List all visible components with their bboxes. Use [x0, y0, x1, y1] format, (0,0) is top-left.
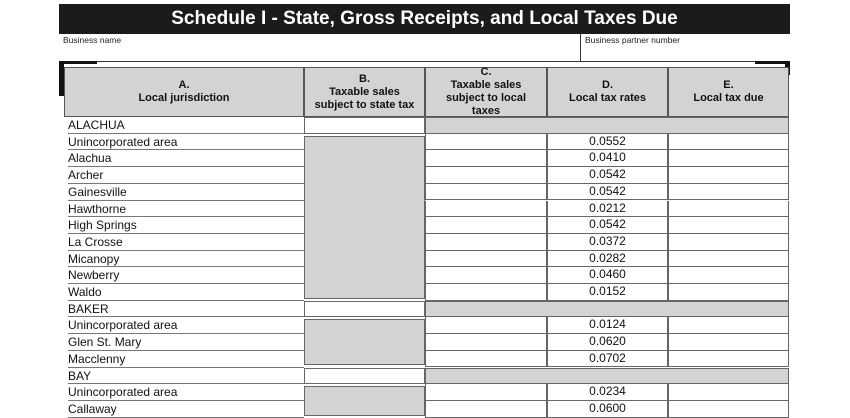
- column-letter: D.: [602, 79, 613, 91]
- business-info-row: [59, 34, 790, 62]
- local-taxable-sales-input[interactable]: [425, 284, 547, 301]
- column-label: Local tax rates: [568, 92, 647, 104]
- local-taxable-sales-input[interactable]: [425, 217, 547, 234]
- row-rule: [68, 166, 304, 167]
- county-name: ALACHUA: [68, 118, 125, 132]
- local-taxable-sales-input[interactable]: [425, 401, 547, 418]
- column-label: Taxable sales subject to state tax: [314, 85, 415, 111]
- local-tax-due-input[interactable]: [668, 217, 789, 234]
- local-taxable-sales-input[interactable]: [425, 234, 547, 251]
- local-tax-due-input[interactable]: [668, 351, 789, 368]
- local-tax-due-input[interactable]: [668, 134, 789, 151]
- county-shaded-band: [425, 368, 789, 385]
- jurisdiction-name: Micanopy: [68, 251, 120, 266]
- county-name: BAY: [68, 368, 92, 383]
- local-tax-rate: 0.0282: [547, 251, 668, 268]
- local-tax-due-input[interactable]: [668, 167, 789, 184]
- local-taxable-sales-input[interactable]: [425, 184, 547, 201]
- jurisdiction-name: Alachua: [68, 151, 112, 166]
- local-tax-rate: 0.0212: [547, 201, 668, 218]
- local-tax-rate: 0.0542: [547, 184, 668, 201]
- row-rule: [68, 283, 304, 284]
- header-state-taxable-sales: [304, 67, 425, 117]
- local-taxable-sales-input[interactable]: [425, 334, 547, 351]
- jurisdiction-name: Unincorporated area: [68, 318, 178, 333]
- jurisdiction-name: High Springs: [68, 218, 137, 233]
- local-tax-rate: 0.0410: [547, 150, 668, 167]
- local-tax-due-input[interactable]: [668, 150, 789, 167]
- jurisdiction-name: Macclenny: [68, 351, 126, 366]
- left-tick-mark: [59, 61, 97, 64]
- header-local-tax-rates: [547, 67, 668, 117]
- local-tax-rate: 0.0460: [547, 267, 668, 284]
- local-tax-rate: 0.0234: [547, 384, 668, 401]
- row-rule: [68, 367, 304, 368]
- local-taxable-sales-input[interactable]: [425, 267, 547, 284]
- local-taxable-sales-input[interactable]: [425, 150, 547, 167]
- local-taxable-sales-input[interactable]: [425, 317, 547, 334]
- state-sales-shaded-block: [304, 319, 425, 365]
- header-local-taxable-sales: [425, 67, 547, 117]
- local-taxable-sales-input[interactable]: [425, 201, 547, 218]
- local-tax-rate: 0.0542: [547, 217, 668, 234]
- local-tax-due-input[interactable]: [668, 284, 789, 301]
- local-taxable-sales-input[interactable]: [425, 134, 547, 151]
- jurisdiction-name: Callaway: [68, 401, 117, 416]
- column-label: Taxable sales subject to local taxes: [445, 79, 527, 117]
- header-local-jurisdiction: [64, 67, 304, 117]
- schedule-title: Schedule I - State, Gross Receipts, and Local Taxes Due: [59, 4, 790, 34]
- header-local-tax-due: [668, 67, 789, 117]
- business-partner-number-label: Business partner number: [585, 35, 680, 45]
- local-tax-rate: 0.0152: [547, 284, 668, 301]
- state-taxable-sales-input[interactable]: [304, 117, 425, 134]
- local-tax-due-input[interactable]: [668, 184, 789, 201]
- column-letter: A.: [178, 79, 190, 91]
- local-tax-rate: 0.0620: [547, 334, 668, 351]
- jurisdiction-name: La Crosse: [68, 234, 123, 249]
- business-row-divider: [580, 34, 581, 61]
- local-taxable-sales-input[interactable]: [425, 251, 547, 268]
- jurisdiction-name: Archer: [68, 168, 104, 183]
- state-sales-shaded-block: [304, 136, 425, 299]
- jurisdiction-name: Waldo: [68, 285, 102, 299]
- business-name-label: Business name: [63, 35, 122, 45]
- county-shaded-band: [425, 117, 789, 134]
- jurisdiction-name: Glen St. Mary: [68, 335, 142, 350]
- column-label: Local tax due: [693, 92, 764, 104]
- jurisdiction-name: Newberry: [68, 268, 120, 283]
- column-letter: E.: [723, 79, 734, 91]
- state-taxable-sales-input[interactable]: [304, 301, 425, 318]
- local-tax-due-input[interactable]: [668, 334, 789, 351]
- local-tax-rate: 0.0552: [547, 134, 668, 151]
- local-tax-rate: 0.0600: [547, 401, 668, 418]
- local-tax-due-input[interactable]: [668, 201, 789, 218]
- local-tax-rate: 0.0542: [547, 167, 668, 184]
- local-taxable-sales-input[interactable]: [425, 384, 547, 401]
- local-tax-rate: 0.0124: [547, 317, 668, 334]
- state-sales-shaded-block: [304, 386, 425, 415]
- jurisdiction-name: Unincorporated area: [68, 134, 178, 149]
- local-tax-due-input[interactable]: [668, 317, 789, 334]
- local-tax-due-input[interactable]: [668, 251, 789, 268]
- county-shaded-band: [425, 301, 789, 318]
- row-rule: [68, 417, 304, 418]
- local-tax-due-input[interactable]: [668, 401, 789, 418]
- local-tax-rate: 0.0372: [547, 234, 668, 251]
- local-tax-rate: 0.0702: [547, 351, 668, 368]
- local-taxable-sales-input[interactable]: [425, 351, 547, 368]
- column-label: Local jurisdiction: [138, 92, 230, 104]
- local-tax-due-input[interactable]: [668, 267, 789, 284]
- local-tax-due-input[interactable]: [668, 384, 789, 401]
- column-letter: C.: [480, 66, 492, 78]
- jurisdiction-name: Unincorporated area: [68, 385, 178, 400]
- state-taxable-sales-input[interactable]: [304, 368, 425, 385]
- jurisdiction-name: Gainesville: [68, 184, 127, 199]
- local-tax-due-input[interactable]: [668, 234, 789, 251]
- column-letter: B.: [359, 72, 370, 85]
- local-taxable-sales-input[interactable]: [425, 167, 547, 184]
- county-name: BAKER: [68, 301, 109, 316]
- jurisdiction-name: Hawthorne: [68, 201, 127, 216]
